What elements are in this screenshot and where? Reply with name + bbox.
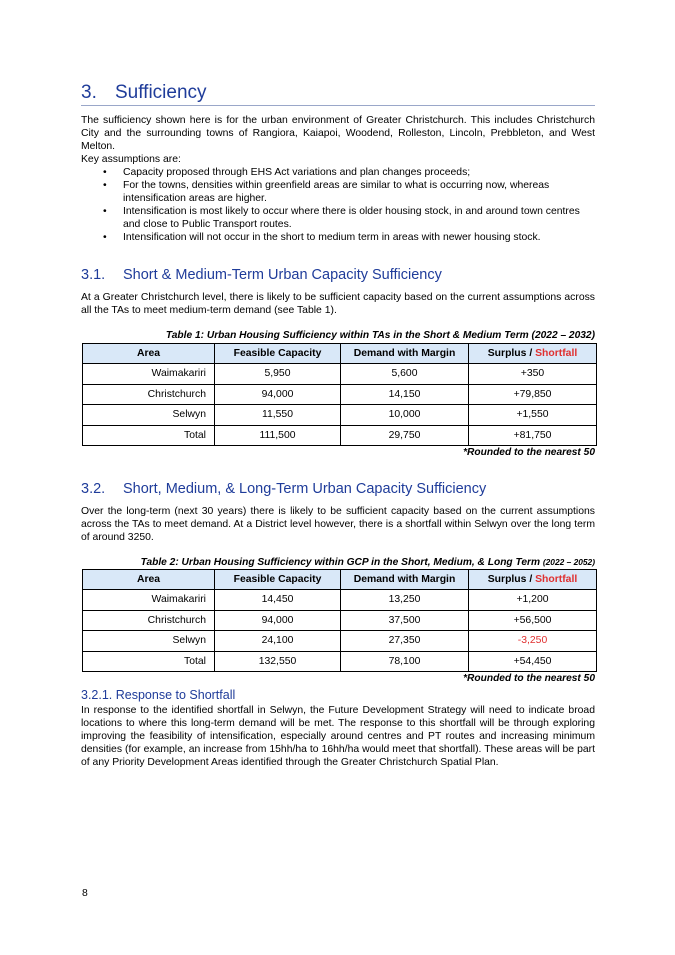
list-item: • Intensification is most likely to occur where there is older housing stock, in and around town centres and close to Public Transport routes.	[103, 206, 580, 230]
section-heading	[81, 82, 595, 106]
section-number: 3.	[81, 82, 97, 103]
intro-paragraph: The sufficiency shown here is for the urban environment of Greater Christchurch. This includes Christchurch City and the surrounding towns of Rangiora, Kaiapoi, Woodend, Rolleston, Lincoln, Prebbleton, and West Melton.	[81, 115, 595, 152]
bullet-icon: •	[103, 206, 107, 217]
table-row: Total 132,550 78,100 +54,450	[83, 651, 597, 672]
table-2-caption: Table 2: Urban Housing Sufficiency within GCP in the Short, Medium, & Long Term (2022 – 2052)	[140, 557, 595, 568]
bullet-icon: •	[103, 167, 107, 178]
table-1-note: *Rounded to the nearest 50	[463, 447, 595, 458]
column-header-surplus-shortfall: Surplus / Shortfall	[469, 570, 597, 590]
column-header-demand: Demand with Margin	[341, 570, 469, 590]
list-item: • Intensification will not occur in the short to medium term in areas with newer housing stock.	[103, 232, 541, 243]
subsection-3-2-text: Over the long-term (next 30 years) there is likely to be sufficient capacity based on the current assumptions across the TAs to meet demand. At a District level however, there is a shortfall within Selwyn over the long term of around 3250.	[81, 506, 595, 543]
column-header-surplus-shortfall: Surplus / Shortfall	[469, 344, 597, 364]
subsection-heading-3-2-1: 3.2.1. Response to Shortfall	[81, 688, 236, 702]
subsection-heading-3-1: 3.1. Short & Medium-Term Urban Capacity Sufficiency	[81, 267, 442, 283]
list-item: • Capacity proposed through EHS Act variations and plan changes proceeds;	[103, 167, 471, 178]
column-header-area: Area	[83, 344, 215, 364]
shortfall-value: -3,250	[469, 631, 597, 652]
assumptions-label: Key assumptions are:	[81, 154, 181, 165]
table-row: Selwyn 11,550 10,000 +1,550	[83, 405, 597, 426]
bullet-icon: •	[103, 232, 107, 243]
table-row: Christchurch 94,000 37,500 +56,500	[83, 610, 597, 631]
column-header-feasible-capacity: Feasible Capacity	[215, 570, 341, 590]
table-row: Selwyn 24,100 27,350 -3,250	[83, 631, 597, 652]
bullet-icon: •	[103, 180, 107, 191]
table-header-row	[83, 344, 597, 364]
table-1-caption: Table 1: Urban Housing Sufficiency within TAs in the Short & Medium Term (2022 – 2032)	[165, 330, 595, 341]
table-row: Total 111,500 29,750 +81,750	[83, 425, 597, 446]
assumptions-list	[81, 166, 595, 244]
subsection-3-1-text: At a Greater Christchurch level, there is likely to be sufficient capacity based on the current assumptions across all the TAs to meet medium-term demand (see Table 1).	[81, 292, 595, 316]
page-number: 8	[82, 888, 88, 899]
table-row: Waimakariri 5,950 5,600 +350	[83, 364, 597, 385]
table-2	[82, 569, 597, 672]
table-2-note: *Rounded to the nearest 50	[463, 673, 595, 684]
table-header-row	[83, 570, 597, 590]
table-1	[82, 343, 597, 446]
column-header-area: Area	[83, 570, 215, 590]
subsection-heading-3-2: 3.2. Short, Medium, & Long-Term Urban Capacity Sufficiency	[81, 481, 487, 497]
section-title: Sufficiency	[115, 82, 207, 103]
table-row: Waimakariri 14,450 13,250 +1,200	[83, 590, 597, 611]
list-item: • For the towns, densities within greenfield areas are similar to what is occurring now, whereas intensification areas are higher.	[103, 180, 550, 204]
subsection-3-2-1-text: In response to the identified shortfall in Selwyn, the Future Development Strategy will need to indicate broad locations to where this long-term demand will be met. The response to this shortfall will be through exploring improving the feasibility of intensification, especially around centres and PT routes and increasing minimum densities (for example, an increase from 15hh/ha to 16hh/ha would meet that shortfall). These areas will be part of any Priority Development Areas identified through the Greater Christchurch Spatial Plan.	[81, 705, 595, 768]
table-row: Christchurch 94,000 14,150 +79,850	[83, 384, 597, 405]
column-header-demand: Demand with Margin	[341, 344, 469, 364]
column-header-feasible-capacity: Feasible Capacity	[215, 344, 341, 364]
